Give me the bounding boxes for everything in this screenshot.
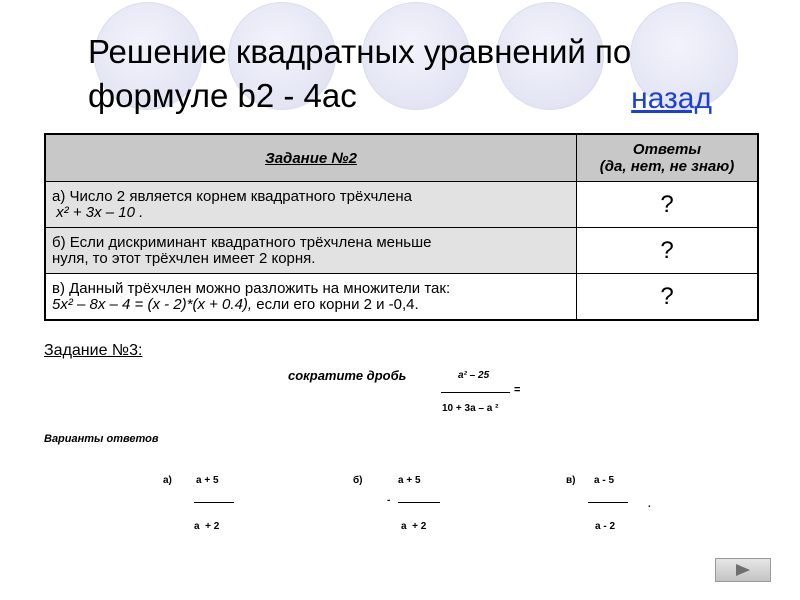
table-row: [45, 228, 758, 274]
option-b-minus-sign: -: [387, 495, 391, 506]
table-row: [45, 274, 758, 321]
question-formula: 5x² – 8x – 4 = (x - 2)*(x + 0.4),: [52, 295, 253, 313]
answer-variants-label: Варианты ответов: [44, 433, 159, 445]
answers-header-line1: Ответы: [632, 141, 702, 158]
fraction-bar: [441, 392, 510, 393]
answer-cell[interactable]: ?: [577, 274, 759, 321]
next-slide-button[interactable]: [715, 558, 771, 582]
question-cell: [45, 228, 577, 274]
question-text-line: в) Данный трёхчлен можно разложить на множители так:: [52, 279, 451, 297]
question-formula: x² + 3x – 10 .: [52, 203, 144, 221]
option-b-label[interactable]: б): [353, 475, 363, 486]
question-cell: [45, 274, 577, 321]
task-column-header: Задание №2: [45, 134, 577, 182]
option-a-fraction-bar: [194, 502, 234, 503]
option-a-numerator: a + 5: [196, 475, 219, 486]
question-text-rest: если его корни 2 и -0,4.: [252, 295, 419, 313]
answers-header-line2: (да, нет, не знаю): [599, 158, 735, 175]
option-c-period: .: [648, 499, 651, 510]
question-text-line: б) Если дискриминант квадратного трёхчлена меньше: [52, 233, 432, 251]
back-link[interactable]: назад: [631, 82, 712, 115]
question-text-line: а) Число 2 является корнем квадратного трёхчлена: [52, 187, 413, 205]
option-b-fraction-bar: [398, 502, 440, 503]
fraction-equals-sign: =: [514, 384, 521, 396]
option-c-numerator: a - 5: [594, 475, 615, 486]
task-table: [44, 133, 759, 321]
question-cell: [45, 182, 577, 228]
option-b-numerator: a + 5: [398, 475, 421, 486]
reduce-fraction-instruction: сократите дробь: [288, 368, 407, 383]
answer-cell[interactable]: ?: [577, 182, 759, 228]
question-formula-line: [52, 297, 570, 313]
option-b-denominator: a + 2: [401, 521, 427, 532]
question-text-line: нуля, то этот трёхчлен имеет 2 корня.: [52, 249, 316, 267]
option-c-denominator: a - 2: [595, 521, 616, 532]
option-a-label[interactable]: а): [163, 475, 172, 486]
option-a-denominator: a + 2: [194, 521, 220, 532]
option-c-fraction-bar: [588, 502, 628, 503]
table-header-row: [45, 134, 758, 182]
fraction-denominator: 10 + 3a – a ²: [442, 403, 499, 414]
option-c-label[interactable]: в): [566, 475, 576, 486]
fraction-numerator: a² – 25: [458, 370, 490, 381]
play-arrow-icon: [734, 563, 752, 577]
table-row: [45, 182, 758, 228]
task3-label: Задание №3:: [44, 342, 143, 359]
slide-title: Решение квадратных уравнений по формуле b2 - 4ac: [88, 33, 632, 114]
answer-cell[interactable]: ?: [577, 228, 759, 274]
answers-column-header: [577, 134, 759, 182]
